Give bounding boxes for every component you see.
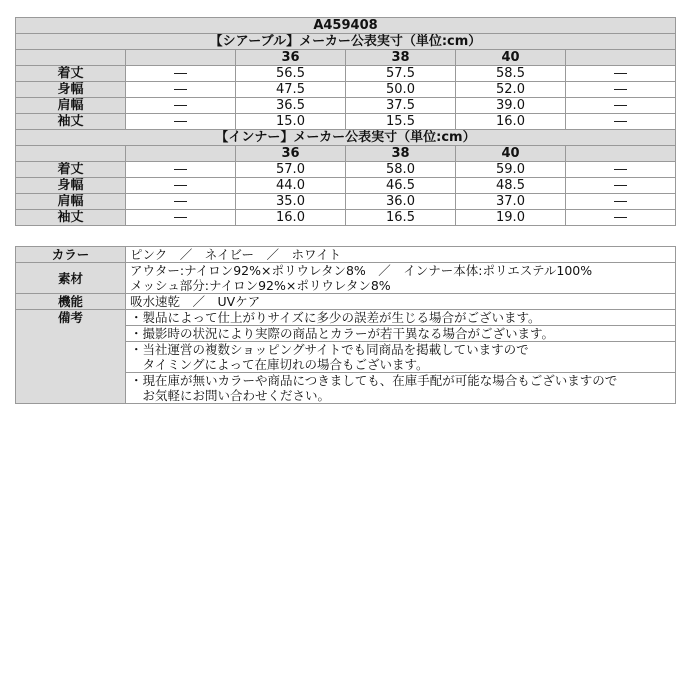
measure-cell: 59.0 xyxy=(456,162,566,178)
table-row xyxy=(16,66,676,82)
measure-cell: 57.5 xyxy=(346,66,456,82)
table-row xyxy=(16,82,676,98)
note-line: ・当社運営の複数ショッピングサイトでも同商品を掲載していますので xyxy=(130,342,529,357)
size-header: 36 xyxy=(236,146,346,162)
measure-cell: 16.5 xyxy=(346,210,456,226)
measure-cell: 47.5 xyxy=(236,82,346,98)
row-label: 着丈 xyxy=(16,162,126,178)
measure-cell: 44.0 xyxy=(236,178,346,194)
measure-cell: 46.5 xyxy=(346,178,456,194)
notes-label: 備考 xyxy=(16,310,126,404)
row-label: 袖丈 xyxy=(16,210,126,226)
color-row xyxy=(16,247,676,263)
dash-cell: ― xyxy=(566,66,676,82)
row-label: 肩幅 xyxy=(16,98,126,114)
material-line: アウター:ナイロン92%×ポリウレタン8% ／ インナー本体:ポリエステル100% xyxy=(130,263,593,278)
measure-cell: 15.5 xyxy=(346,114,456,130)
measure-cell: 56.5 xyxy=(236,66,346,82)
row-label: 身幅 xyxy=(16,82,126,98)
outer-table-title: 【シアーブル】メーカー公表実寸（単位:cm） xyxy=(16,34,676,50)
dash-cell: ― xyxy=(126,98,236,114)
measure-cell: 19.0 xyxy=(456,210,566,226)
size-header: 40 xyxy=(456,50,566,66)
dash-cell: ― xyxy=(566,114,676,130)
note-item xyxy=(126,373,676,404)
corner-cell xyxy=(16,50,126,66)
row-label: 着丈 xyxy=(16,66,126,82)
function-label: 機能 xyxy=(16,294,126,310)
dash-cell: ― xyxy=(126,162,236,178)
dash-cell: ― xyxy=(566,194,676,210)
measure-cell: 58.0 xyxy=(346,162,456,178)
inner-table-title: 【インナー】メーカー公表実寸（単位:cm） xyxy=(16,130,676,146)
note-item: ・製品によって仕上がりサイズに多少の誤差が生じる場合がございます。 xyxy=(126,310,676,326)
detail-table xyxy=(15,246,676,404)
measure-cell: 16.0 xyxy=(236,210,346,226)
color-value: ピンク ／ ネイビー ／ ホワイト xyxy=(126,247,676,263)
measure-cell: 52.0 xyxy=(456,82,566,98)
measure-cell: 50.0 xyxy=(346,82,456,98)
table-row xyxy=(16,98,676,114)
dash-cell: ― xyxy=(126,194,236,210)
dash-cell: ― xyxy=(566,98,676,114)
dash-cell: ― xyxy=(126,210,236,226)
dash-cell: ― xyxy=(566,162,676,178)
table-row xyxy=(16,194,676,210)
note-line: タイミングによって在庫切れの場合もございます。 xyxy=(130,357,429,372)
function-row xyxy=(16,294,676,310)
size-table xyxy=(15,17,676,226)
size-empty-header xyxy=(126,50,236,66)
note-item xyxy=(126,342,676,373)
dash-cell: ― xyxy=(126,178,236,194)
note-line: お気軽にお問い合わせください。 xyxy=(130,388,331,403)
corner-cell xyxy=(16,146,126,162)
size-empty-header xyxy=(566,50,676,66)
note-item: ・撮影時の状況により実際の商品とカラーが若干異なる場合がございます。 xyxy=(126,326,676,342)
function-value: 吸水速乾 ／ UVケア xyxy=(126,294,676,310)
dash-cell: ― xyxy=(566,82,676,98)
dash-cell: ― xyxy=(566,210,676,226)
size-header: 38 xyxy=(346,50,456,66)
measure-cell: 36.0 xyxy=(346,194,456,210)
row-label: 身幅 xyxy=(16,178,126,194)
material-label: 素材 xyxy=(16,263,126,294)
measure-cell: 15.0 xyxy=(236,114,346,130)
measure-cell: 48.5 xyxy=(456,178,566,194)
row-label: 肩幅 xyxy=(16,194,126,210)
size-empty-header xyxy=(126,146,236,162)
measure-cell: 16.0 xyxy=(456,114,566,130)
table-row xyxy=(16,210,676,226)
table-row xyxy=(16,114,676,130)
row-label: 袖丈 xyxy=(16,114,126,130)
measure-cell: 39.0 xyxy=(456,98,566,114)
measure-cell: 57.0 xyxy=(236,162,346,178)
dash-cell: ― xyxy=(126,82,236,98)
color-label: カラー xyxy=(16,247,126,263)
dash-cell: ― xyxy=(566,178,676,194)
product-code: A459408 xyxy=(16,18,676,34)
material-value xyxy=(126,263,676,294)
size-header: 40 xyxy=(456,146,566,162)
measure-cell: 37.5 xyxy=(346,98,456,114)
table-row xyxy=(16,162,676,178)
measure-cell: 35.0 xyxy=(236,194,346,210)
dash-cell: ― xyxy=(126,114,236,130)
material-row xyxy=(16,263,676,294)
size-header: 38 xyxy=(346,146,456,162)
dash-cell: ― xyxy=(126,66,236,82)
size-empty-header xyxy=(566,146,676,162)
table-row xyxy=(16,178,676,194)
note-line: ・現在庫が無いカラーや商品につきましても、在庫手配が可能な場合もございますので xyxy=(130,373,618,388)
measure-cell: 36.5 xyxy=(236,98,346,114)
notes-row xyxy=(16,310,676,326)
measure-cell: 37.0 xyxy=(456,194,566,210)
measure-cell: 58.5 xyxy=(456,66,566,82)
material-line: メッシュ部分:ナイロン92%×ポリウレタン8% xyxy=(130,278,391,293)
size-header: 36 xyxy=(236,50,346,66)
